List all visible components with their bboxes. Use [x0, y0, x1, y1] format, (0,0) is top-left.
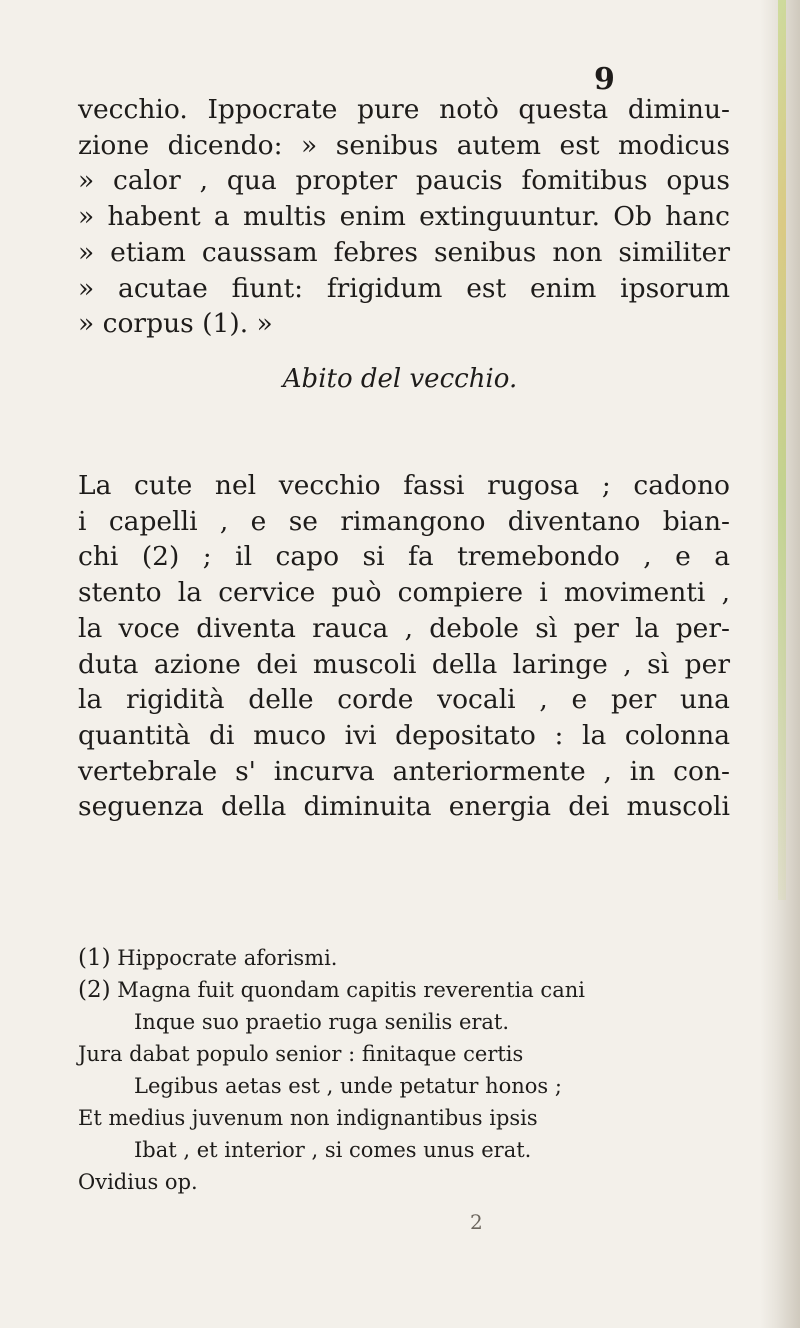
text-line: chi (2) ; il capo si fa tremebondo , e a: [78, 541, 730, 573]
verse-line: Ibat , et interior , si comes unus erat.: [134, 1138, 532, 1162]
page-edge: [760, 0, 800, 1328]
text-line: La cute nel vecchio fassi rugosa ; cadono: [78, 470, 730, 501]
verse-line: Et medius juvenum non indignantibus ipsis: [78, 1106, 538, 1130]
edge-stain: [778, 0, 786, 900]
text-line: » acutae fiunt: frigidum est enim ipsorum: [78, 272, 730, 304]
verse-line: Jura dabat populo senior : finitaque certis: [78, 1042, 524, 1066]
text-line: vecchio. Ippocrate pure notò questa diminu-: [78, 94, 730, 125]
text-line: » habent a multis enim extinguuntur. Ob hanc: [78, 201, 730, 233]
text-line: la rigidità delle corde vocali , e per una: [78, 684, 730, 716]
footnotes: [78, 942, 730, 1198]
text-line: quantità di muco ivi depositato : la colonna: [78, 719, 730, 751]
verse-line: Magna fuit quondam capitis reverentia cani: [117, 978, 585, 1002]
text-line: vertebrale s' incurva anteriormente , in con-: [78, 755, 730, 787]
text-line: » etiam caussam febres senibus non similiter: [78, 236, 730, 268]
text-line: stento la cervice può compiere i movimenti ,: [78, 577, 730, 609]
paragraph-2: [78, 468, 730, 825]
text-line: duta azione dei muscoli della laringe , sì per: [78, 648, 730, 680]
section-heading: Abito del vecchio.: [282, 364, 518, 394]
footnote-2: [78, 974, 730, 1006]
verse-line: Legibus aetas est , unde petatur honos ;: [134, 1074, 562, 1098]
footnote-1: [78, 942, 730, 974]
page-number: 9: [594, 62, 615, 97]
footnote-2-number: (2): [78, 977, 111, 1003]
text-line: » corpus (1). »: [78, 308, 273, 340]
text-line: la voce diventa rauca , debole sì per la per-: [78, 612, 730, 644]
text-line: i capelli , e se rimangono diventano bian-: [78, 505, 730, 537]
text-line: seguenza della diminuita energia dei muscoli: [78, 791, 730, 823]
text-line: zione dicendo: » senibus autem est modicus: [78, 129, 730, 161]
footnote-1-text: Hippocrate aforismi.: [117, 946, 338, 970]
footnote-1-number: (1): [78, 945, 111, 971]
footnote-source: Ovidius op.: [78, 1170, 198, 1194]
signature-mark: 2: [470, 1210, 483, 1234]
paragraph-1: [78, 92, 730, 342]
verse-line: Inque suo praetio ruga senilis erat.: [134, 1010, 510, 1034]
text-line: » calor , qua propter paucis fomitibus opus: [78, 165, 730, 197]
